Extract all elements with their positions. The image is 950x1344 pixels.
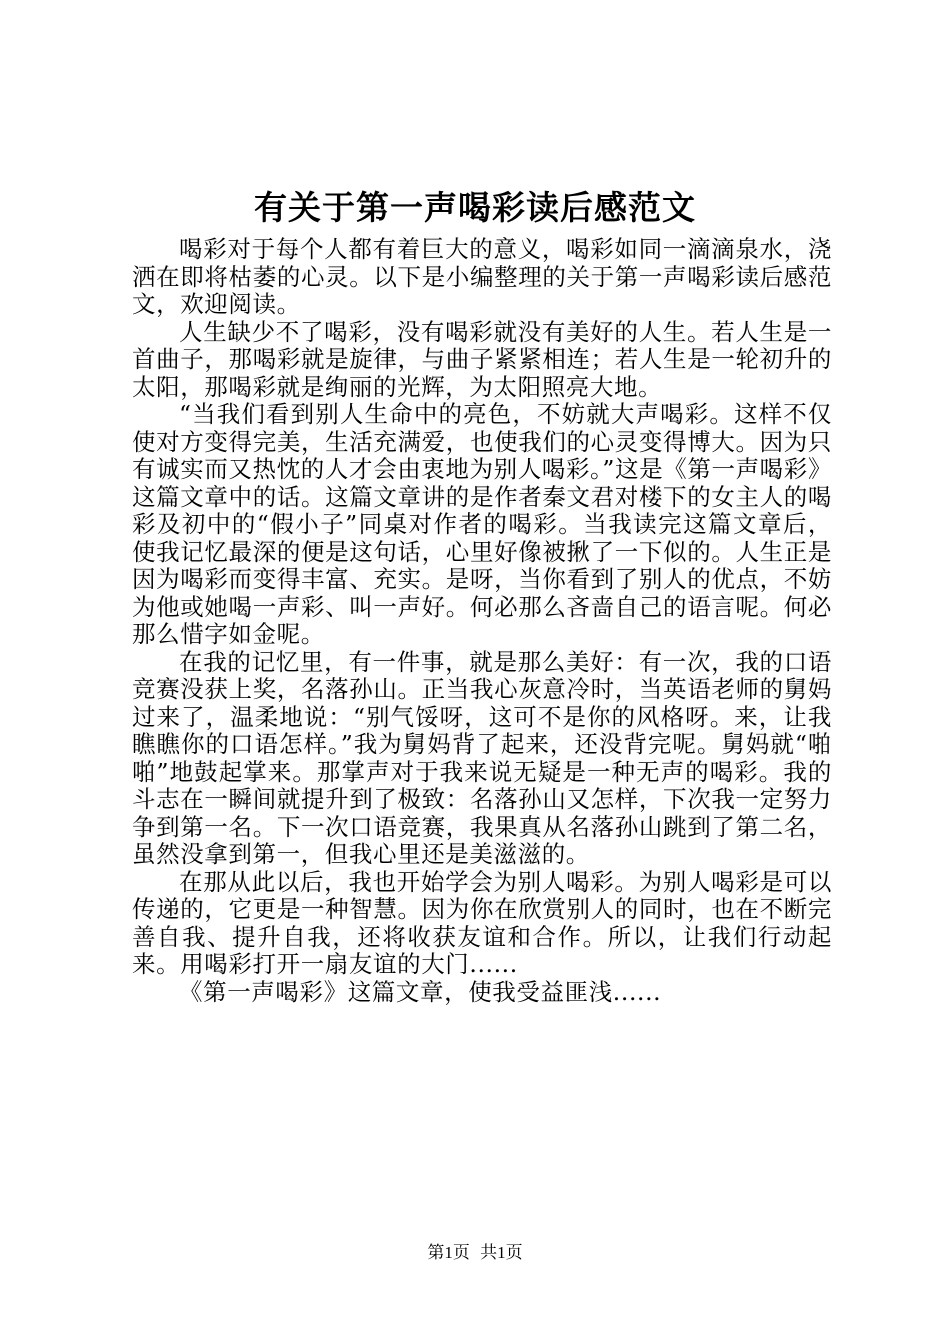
- document-body: [132, 236, 832, 1006]
- paragraph-1: 喝彩对于每个人都有着巨大的意义，喝彩如同一滴滴泉水，浇洒在即将枯萎的心灵。以下是小编整理的关于第一声喝彩读后感范文，欢迎阅读。: [132, 235, 832, 318]
- paragraph-6: 《第一声喝彩》这篇文章，使我受益匪浅......: [179, 977, 662, 1006]
- paragraph-3: “当我们看到别人生命中的亮色，不妨就大声喝彩。这样不仅使对方变得完美，生活充满爱，也使我们的心灵变得博大。因为只有诚实而又热忱的人才会由衷地为别人喝彩。”这是《第一声喝彩》这篇文章中的话。这篇文章讲的是作者秦文君对楼下的女主人的喝彩及初中的“假小子”同桌对作者的喝彩。当我读完这篇文章后，使我记忆最深的便是这句话，心里好像被揪了一下似的。人生正是因为喝彩而变得丰富、充实。是呀，当你看到了别人的优点，不妨为他或她喝一声彩、叫一声好。何必那么吝啬自己的语言呢。何必那么惜字如金呢。: [132, 400, 832, 648]
- paragraph-2: 人生缺少不了喝彩，没有喝彩就没有美好的人生。若人生是一首曲子，那喝彩就是旋律，与曲子紧紧相连；若人生是一轮初升的太阳，那喝彩就是绚丽的光辉，为太阳照亮大地。: [132, 317, 832, 401]
- page-number: 第1页: [427, 1243, 470, 1262]
- paragraph-4: 在我的记忆里，有一件事，就是那么美好：有一次，我的口语竞赛没获上奖，名落孙山。正当我心灰意冷时，当英语老师的舅妈过来了，温柔地说：“别气馁呀，这可不是你的风格呀。来，让我瞧瞧你的口语怎样。”我为舅妈背了起来，还没背完呢。舅妈就“啪啪”地鼓起掌来。那掌声对于我来说无疑是一种无声的喝彩。我的斗志在一瞬间就提升到了极致：名落孙山又怎样，下次我一定努力争到第一名。下一次口语竞赛，我果真从名落孙山跳到了第二名，虽然没拿到第一，但我心里还是美滋滋的。: [132, 647, 832, 868]
- document-title: 有关于第一声喝彩读后感范文: [254, 188, 696, 227]
- paragraph-5: 在那从此以后，我也开始学会为别人喝彩。为别人喝彩是可以传递的，它更是一种智慧。因为你在欣赏别人的同时，也在不断完善自我、提升自我，还将收获友谊和合作。所以，让我们行动起来。用喝彩打开一扇友谊的大门......: [132, 867, 832, 978]
- page-total: 共1页: [480, 1243, 523, 1262]
- page-footer: [0, 1242, 950, 1264]
